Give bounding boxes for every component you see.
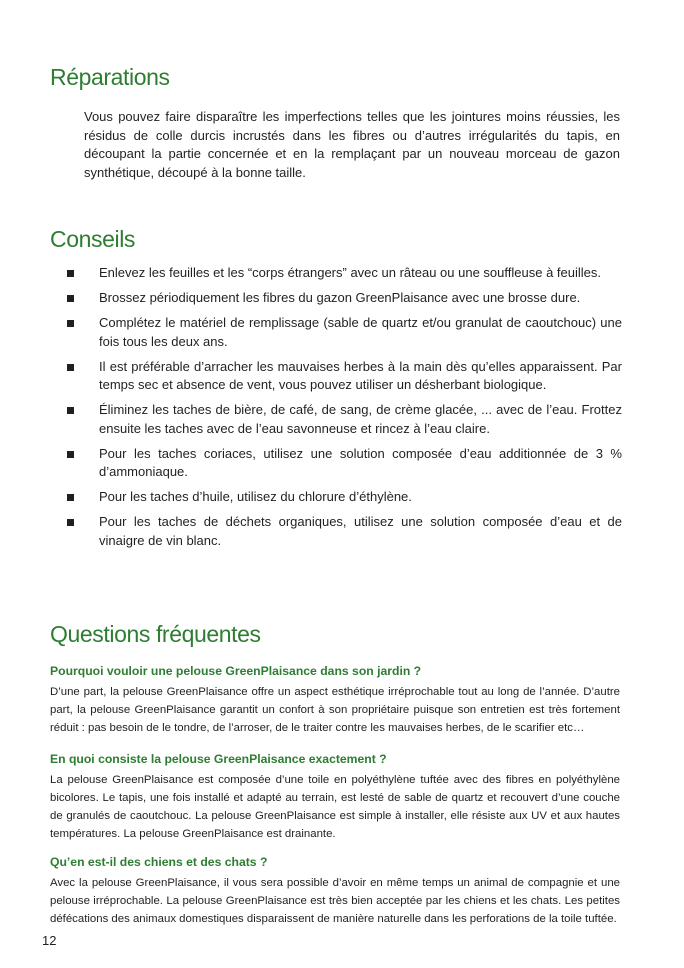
faq-answer: D’une part, la pelouse GreenPlaisance offre un aspect esthétique irréprochable tout au long de l’année. D’autre part, la pelouse GreenPlaisance garantit un confort à son propriétaire puisque son entretien est très fortement réduit : pas besoin de le tondre, de l’arroser, de le traiter contre les mauvaises herbes, de le scarifier etc… [50, 686, 620, 734]
list-item [62, 513, 622, 550]
square-bullet-icon [67, 364, 74, 371]
page-number: 12 [42, 933, 57, 948]
list-item-text: Éliminez les taches de bière, de café, de sang, de crème glacée, ... avec de l’eau. Frottez ensuite les taches avec de l’eau savonneuse et rincez à l’eau claire. [99, 402, 622, 436]
square-bullet-icon [67, 295, 74, 302]
list-item [62, 488, 622, 507]
section-title-questions: Questions fréquentes [50, 621, 261, 647]
faq-answer: La pelouse GreenPlaisance est composée d’une toile en polyéthylène tuftée avec des fibres en polyéthylène bicolores. Le tapis, une fois installé et adapté au terrain, est lesté de sable de quartz et recouvert d’une couche de granulés de caoutchouc. La pelouse GreenPlaisance est simple à installer, elle résiste aux UV et aux hautes températures. La pelouse GreenPlaisance est drainante. [50, 774, 620, 840]
list-item [62, 401, 622, 438]
list-item-text: Pour les taches coriaces, utilisez une solution composée d’eau additionnée de 3 % d’ammoniaque. [99, 445, 622, 479]
list-item-text: Pour les taches de déchets organiques, utilisez une solution composée d’eau et de vinaigre de vin blanc. [99, 514, 622, 548]
faq-item [50, 664, 620, 737]
square-bullet-icon [67, 407, 74, 414]
square-bullet-icon [67, 519, 74, 526]
list-item [62, 314, 622, 351]
list-item-text: Enlevez les feuilles et les “corps étrangers” avec un râteau ou une souffleuse à feuilles. [99, 265, 601, 280]
list-item [62, 358, 622, 395]
square-bullet-icon [67, 270, 74, 277]
section-title-conseils: Conseils [50, 226, 136, 252]
list-item-text: Il est préférable d’arracher les mauvaises herbes à la main dès qu’elles apparaissent. Par temps sec et absence de vent, vous pouvez utiliser un désherbant biologique. [99, 358, 622, 392]
conseils-list [62, 264, 622, 557]
list-item [62, 289, 622, 308]
faq-question: Pourquoi vouloir une pelouse GreenPlaisance dans son jardin ? [50, 664, 422, 678]
list-item [62, 264, 622, 283]
faq-question: En quoi consiste la pelouse GreenPlaisance exactement ? [50, 752, 387, 766]
square-bullet-icon [67, 494, 74, 501]
square-bullet-icon [67, 451, 74, 458]
faq-item [50, 855, 620, 928]
square-bullet-icon [67, 320, 74, 327]
faq-answer: Avec la pelouse GreenPlaisance, il vous sera possible d’avoir en même temps un animal de compagnie et une pelouse irréprochable. La pelouse GreenPlaisance est très bien acceptée par les chiens et les chats. Les petites défécations des animaux domestiques disparaissent de manière naturelle dans les perforations de la toile tuftée. [50, 877, 620, 925]
list-item-text: Brossez périodiquement les fibres du gazon GreenPlaisance avec une brosse dure. [99, 290, 581, 305]
list-item-text: Pour les taches d’huile, utilisez du chlorure d’éthylène. [99, 489, 412, 504]
reparations-paragraph: Vous pouvez faire disparaître les imperfections telles que les jointures moins réussies, les résidus de colle durcis incrustés dans les fibres ou d’autres irrégularités du tapis, en découpant la partie concernée et en la remplaçant par un nouveau morceau de gazon synthétique, découpé à la bonne taille. [84, 109, 620, 180]
list-item-text: Complétez le matériel de remplissage (sable de quartz et/ou granulat de caoutchouc) une fois tous les deux ans. [99, 315, 622, 349]
list-item [62, 445, 622, 482]
faq-question: Qu’en est-il des chiens et des chats ? [50, 855, 268, 869]
faq-item [50, 752, 620, 843]
section-title-reparations: Réparations [50, 64, 170, 90]
